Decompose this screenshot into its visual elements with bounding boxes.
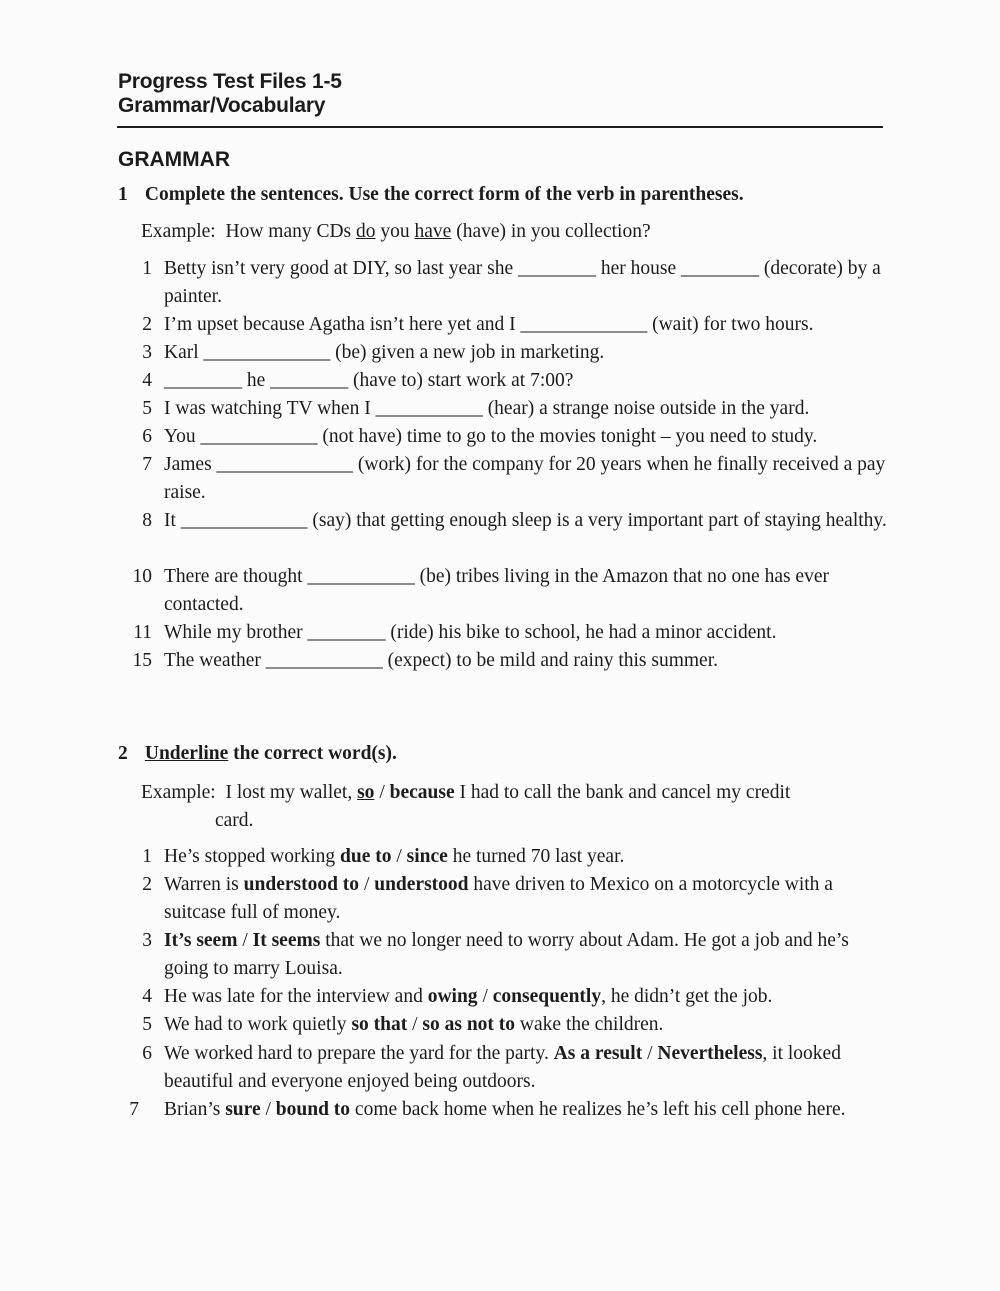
- example-text: you: [380, 221, 410, 242]
- option-b: bound to: [275, 1099, 351, 1120]
- list-item: [118, 1040, 888, 1096]
- example-label: Example:: [141, 221, 216, 242]
- item-text: Betty isn’t very good at DIY, so last year she ________ her house ________ (decorate) by a painter.: [164, 258, 881, 307]
- question-number: 2: [118, 743, 128, 764]
- item-text: We worked hard to prepare the yard for the party.: [164, 1043, 554, 1064]
- option-a: understood to: [243, 874, 360, 895]
- list-item: [118, 871, 888, 927]
- list-item: [118, 507, 888, 535]
- list-item: [118, 311, 888, 339]
- example-text: I had to call the bank and cancel my credit: [459, 782, 791, 803]
- example-slash: /: [379, 782, 385, 803]
- item-text: While my brother ________ (ride) his bike to school, he had a minor accident.: [164, 622, 777, 643]
- item-text: Brian’s: [164, 1099, 226, 1120]
- document-header: [118, 70, 342, 118]
- item-number: 6: [142, 1043, 152, 1064]
- option-separator: /: [477, 986, 493, 1007]
- option-separator: /: [359, 874, 375, 895]
- item-text: There are thought ___________ (be) tribes living in the Amazon that no one has ever contacted.: [164, 566, 829, 615]
- question-2-instruction: [118, 743, 397, 765]
- question-1-instruction: [118, 184, 744, 206]
- item-text: I’m upset because Agatha isn’t here yet and I _____________ (wait) for two hours.: [164, 314, 814, 335]
- item-text: ________ he ________ (have to) start work at 7:00?: [164, 370, 574, 391]
- list-item: [118, 1011, 888, 1039]
- question-1-example: [141, 218, 651, 246]
- list-item: [118, 563, 888, 619]
- list-item: [118, 619, 888, 647]
- option-separator: /: [237, 930, 253, 951]
- item-text: James ______________ (work) for the company for 20 years when he finally received a pay raise.: [164, 454, 886, 503]
- option-b: understood: [374, 874, 469, 895]
- example-text: I lost my wallet,: [225, 782, 353, 803]
- item-text: You ____________ (not have) time to go to the movies tonight – you need to study.: [164, 426, 818, 447]
- item-number: 2: [142, 874, 152, 895]
- option-separator: /: [642, 1043, 658, 1064]
- question-2-example: [141, 779, 881, 835]
- item-number: 15: [132, 650, 152, 671]
- example-answer: have: [414, 221, 452, 242]
- item-text: Warren is: [164, 874, 244, 895]
- item-text: It _____________ (say) that getting enough sleep is a very important part of staying healthy.: [164, 510, 887, 531]
- item-text: , he didn’t get the job.: [601, 986, 773, 1007]
- example-text: card.: [215, 810, 254, 831]
- option-b: consequently: [492, 986, 602, 1007]
- item-text: He was late for the interview and: [164, 986, 428, 1007]
- option-separator: /: [407, 1014, 423, 1035]
- option-a: so that: [351, 1014, 408, 1035]
- list-item: [118, 451, 888, 507]
- item-number: 3: [142, 342, 152, 363]
- instruction-text: Complete the sentences. Use the correct form of the verb in parentheses.: [144, 184, 744, 205]
- item-number: 6: [142, 426, 152, 447]
- item-number: 10: [132, 566, 152, 587]
- item-text: that we no longer need to worry about Adam. He got a job and he’s going to marry Louisa.: [164, 930, 849, 979]
- list-item: [118, 367, 888, 395]
- example-answer: so: [357, 782, 375, 803]
- option-b: so as not to: [422, 1014, 516, 1035]
- example-label: Example:: [141, 782, 216, 803]
- item-number: 11: [133, 622, 152, 643]
- header-divider: [117, 126, 883, 128]
- list-item: [118, 255, 888, 311]
- item-text: The weather ____________ (expect) to be mild and rainy this summer.: [164, 650, 718, 671]
- list-item: [118, 395, 888, 423]
- list-item: [118, 983, 888, 1011]
- item-text: He’s stopped working: [164, 846, 341, 867]
- item-text: have driven to Mexico on a motorcycle with a suitcase full of money.: [164, 874, 833, 923]
- item-number: 1: [142, 258, 152, 279]
- item-text: wake the children.: [515, 1014, 664, 1035]
- list-item: [118, 423, 888, 451]
- item-number: 3: [142, 930, 152, 951]
- option-b: Nevertheless: [657, 1043, 763, 1064]
- item-number: 5: [142, 1014, 152, 1035]
- option-separator: /: [391, 846, 407, 867]
- item-number: 7: [129, 1099, 139, 1120]
- item-text: he turned 70 last year.: [447, 846, 625, 867]
- list-item: [118, 927, 888, 983]
- option-a: It’s seem: [164, 930, 238, 951]
- header-title: Progress Test Files 1-5: [118, 70, 342, 93]
- section-title: GRAMMAR: [118, 148, 230, 171]
- item-text: , it looked beautiful and everyone enjoyed being outdoors.: [164, 1043, 841, 1092]
- list-item: [118, 1096, 888, 1124]
- option-a: sure: [225, 1099, 261, 1120]
- example-text: (have) in you collection?: [456, 221, 651, 242]
- item-text: We had to work quietly: [164, 1014, 352, 1035]
- question-number: 1: [118, 184, 128, 205]
- instruction-text: the correct word(s).: [233, 743, 397, 764]
- item-text: I was watching TV when I ___________ (hear) a strange noise outside in the yard.: [164, 398, 810, 419]
- list-item: [118, 647, 888, 675]
- example-option: because: [389, 782, 455, 803]
- item-number: 7: [142, 454, 152, 475]
- item-number: 4: [142, 370, 152, 391]
- item-number: 8: [142, 510, 152, 531]
- option-separator: /: [260, 1099, 276, 1120]
- item-text: Karl _____________ (be) given a new job in marketing.: [164, 342, 605, 363]
- example-text: How many CDs: [225, 221, 352, 242]
- list-item: [118, 339, 888, 367]
- header-subtitle: Grammar/Vocabulary: [118, 94, 326, 117]
- option-a: owing: [427, 986, 478, 1007]
- list-item: [118, 843, 888, 871]
- item-number: 1: [142, 846, 152, 867]
- option-a: due to: [340, 846, 392, 867]
- option-b: It seems: [252, 930, 321, 951]
- instruction-keyword: Underline: [144, 743, 229, 764]
- item-number: 2: [142, 314, 152, 335]
- option-a: As a result: [553, 1043, 643, 1064]
- item-text: come back home when he realizes he’s left his cell phone here.: [350, 1099, 846, 1120]
- option-b: since: [406, 846, 448, 867]
- item-number: 5: [142, 398, 152, 419]
- example-answer: do: [356, 221, 376, 242]
- item-number: 4: [142, 986, 152, 1007]
